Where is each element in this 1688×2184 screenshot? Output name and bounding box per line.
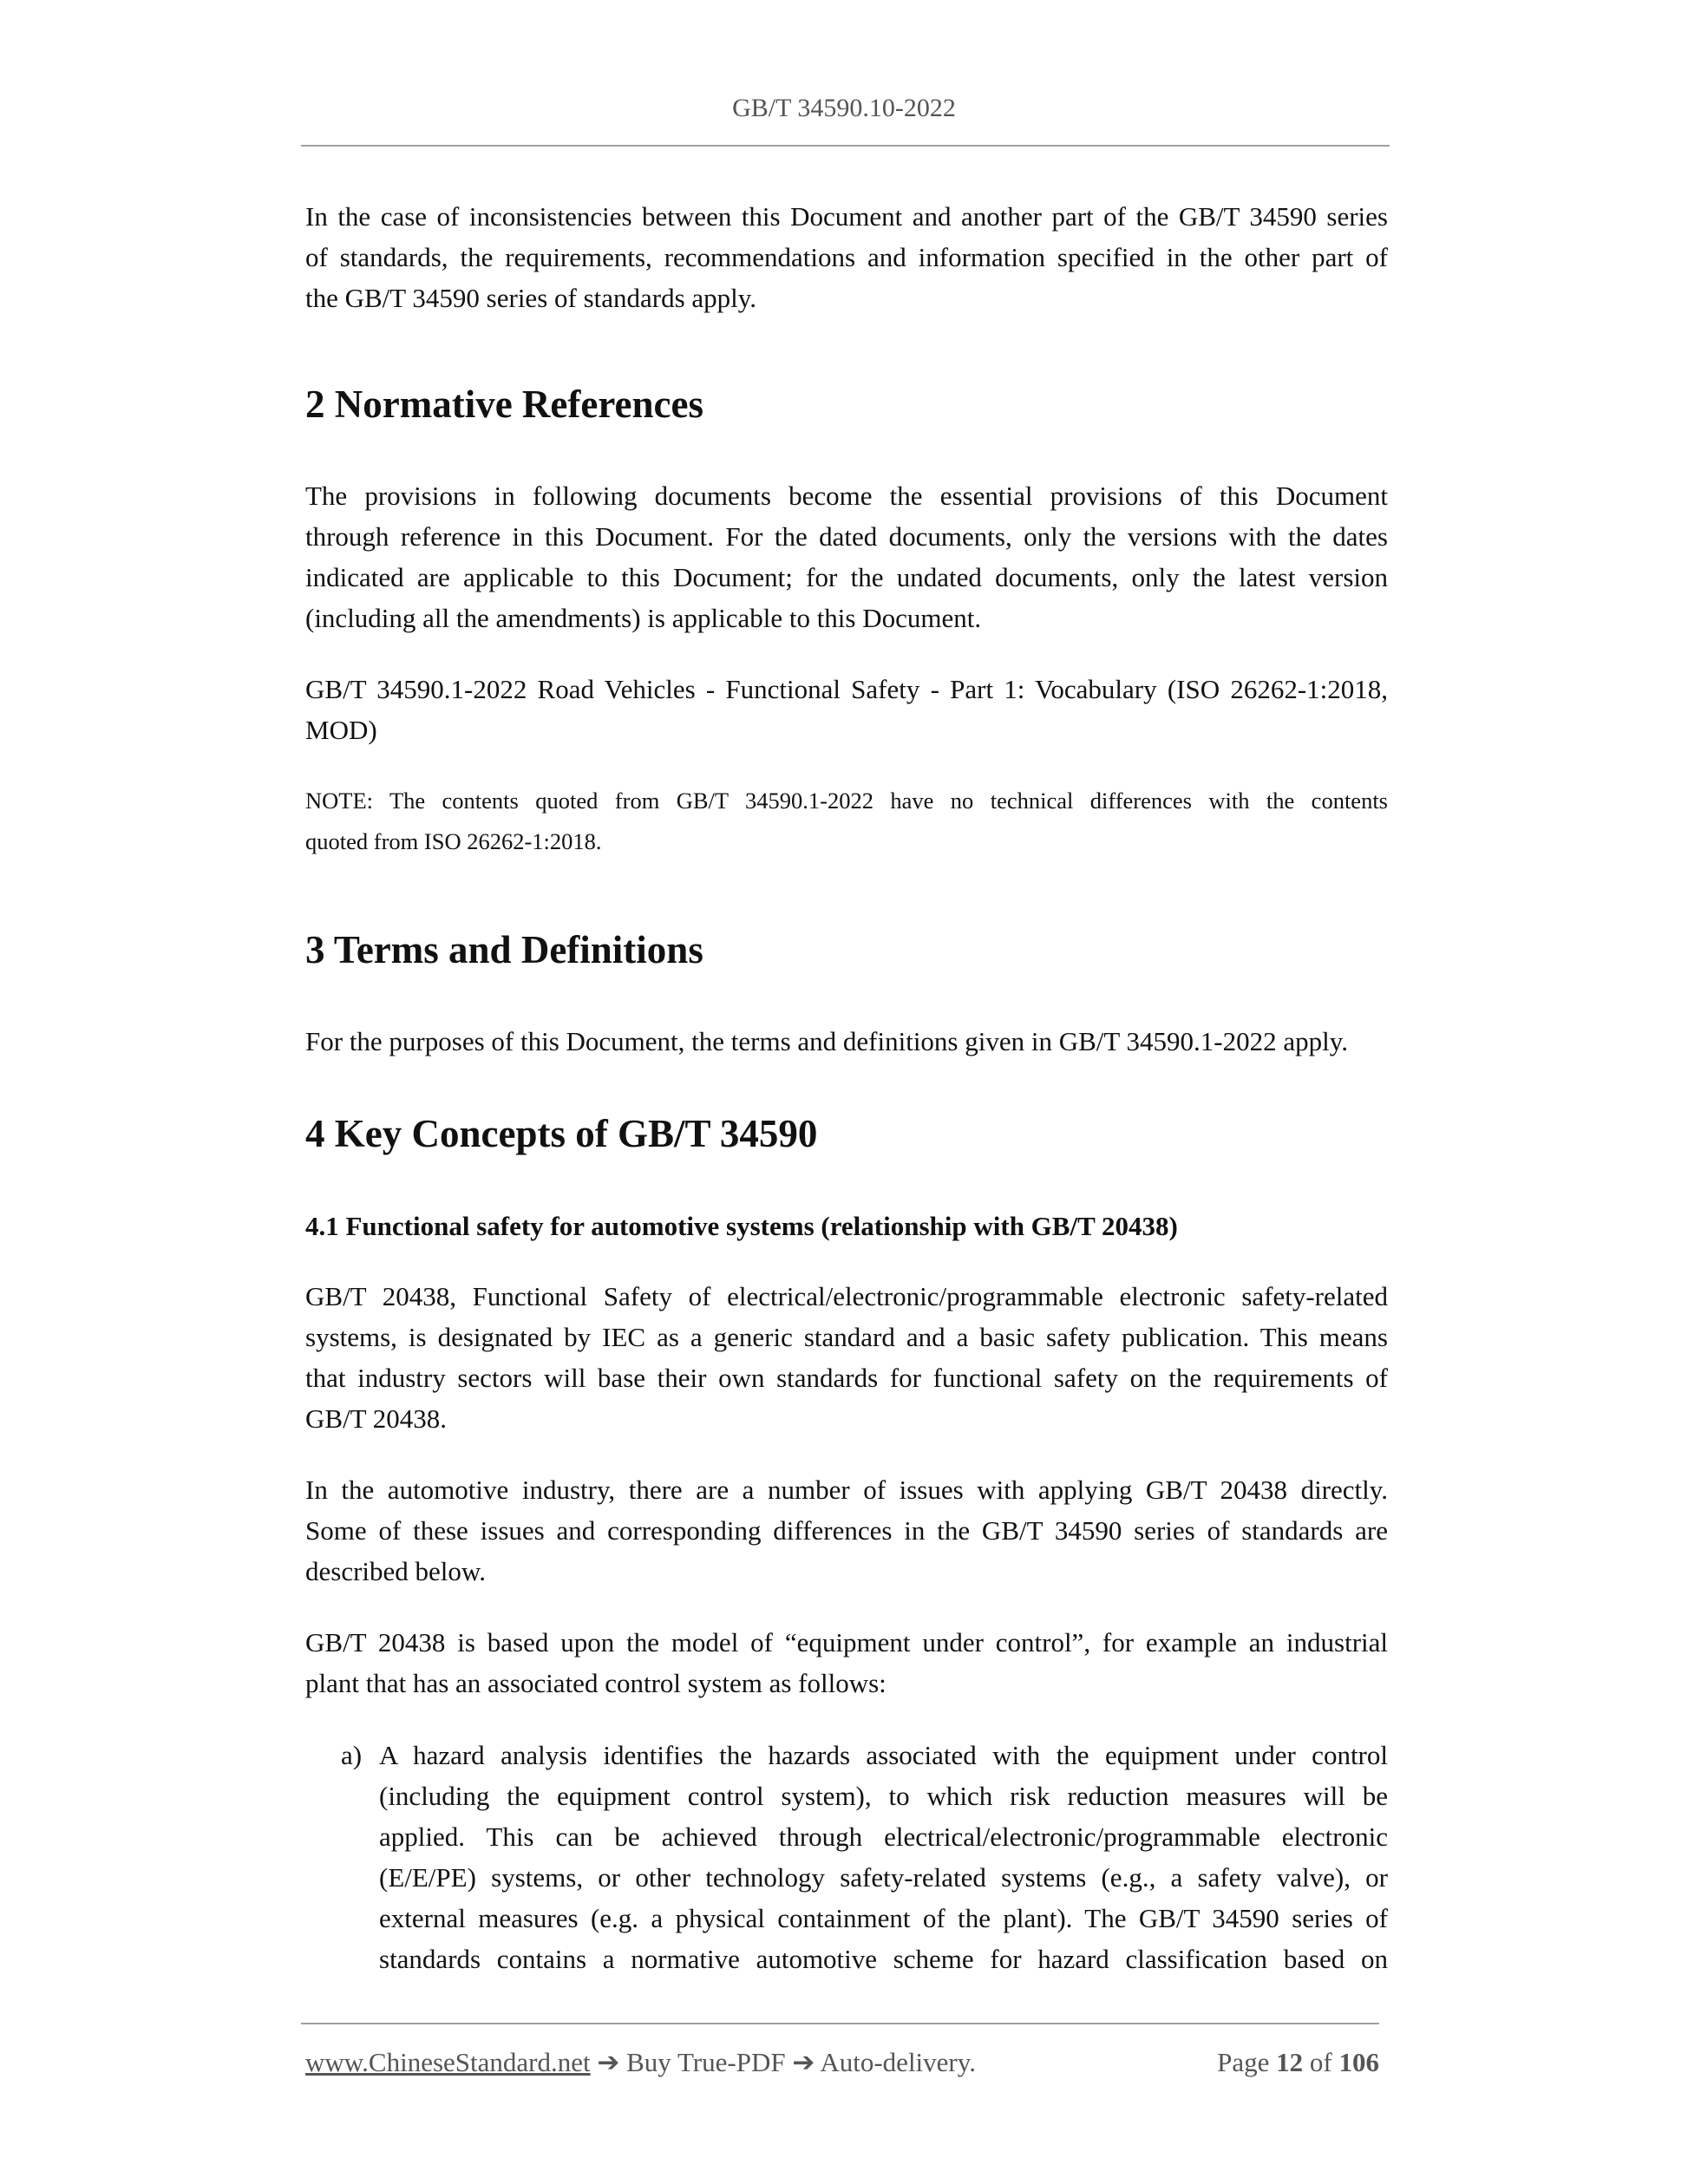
running-header: GB/T 34590.10-2022 (732, 94, 956, 122)
current-page: 12 (1276, 2047, 1304, 2077)
text-line: The provisions in following documents become the essential provisions of this Document (305, 481, 1388, 511)
text-line: through reference in this Document. For the dated documents, only the versions with the dates (305, 521, 1388, 552)
text-line: standards contains a normative automotive scheme for hazard classification based on (379, 1944, 1388, 1974)
list-label: a) (341, 1740, 363, 1770)
section-4-1-paragraph-1 (305, 1276, 1388, 1439)
text-line: A hazard analysis identifies the hazards associated with the equipment under control (379, 1740, 1388, 1770)
text-line: applied. This can be achieved through electrical/electronic/programmable electronic (379, 1821, 1388, 1852)
page-label: Page (1217, 2047, 1270, 2077)
text-line: of standards, the requirements, recommendations and information specified in the other part of (305, 242, 1388, 272)
list-item-text (379, 1735, 1388, 1979)
text-line: described below. (305, 1556, 487, 1586)
arrow-right-icon: ➔ (792, 2047, 815, 2077)
text-line: external measures (e.g. a physical containment of the plant). The GB/T 34590 series of (379, 1903, 1388, 1933)
text-line: (including all the amendments) is applicable to this Document. (305, 603, 982, 633)
section-2-paragraph (305, 475, 1388, 638)
text-line: MOD) (305, 715, 377, 745)
list-item-a (341, 1735, 1388, 1979)
of-label: of (1309, 2047, 1332, 2077)
section-4-1-paragraph-3 (305, 1622, 1388, 1703)
text-line: For the purposes of this Document, the terms and definitions given in GB/T 34590.1-2022 apply. (305, 1026, 1348, 1056)
text-line: plant that has an associated control system as follows: (305, 1668, 887, 1698)
text-line: GB/T 34590.1-2022 Road Vehicles - Functional Safety - Part 1: Vocabulary (ISO 26262-1:2018, (305, 674, 1388, 704)
note-paragraph (305, 781, 1388, 862)
delivery-text: Auto-delivery. (820, 2047, 976, 2077)
buy-text: Buy True-PDF (626, 2047, 786, 2077)
normative-reference (305, 669, 1388, 750)
text-line: In the automotive industry, there are a number of issues with applying GB/T 20438 directly. (305, 1475, 1388, 1505)
subsection-4-1-heading: 4.1 Functional safety for automotive systems (relationship with GB/T 20438) (305, 1211, 1178, 1241)
text-line: (including the equipment control system), to which risk reduction measures will be (379, 1781, 1388, 1811)
section-2-heading: 2 Normative References (305, 383, 703, 426)
website-link[interactable]: www.ChineseStandard.net (305, 2047, 591, 2077)
header-divider (301, 145, 1390, 147)
text-line: NOTE: The contents quoted from GB/T 34590.1-2022 have no technical differences with the contents (305, 788, 1388, 814)
total-pages: 106 (1338, 2047, 1379, 2077)
footer-left (305, 2045, 976, 2080)
arrow-right-icon: ➔ (597, 2047, 620, 2077)
text-line: that industry sectors will base their own standards for functional safety on the requirements of (305, 1363, 1388, 1393)
text-line: quoted from ISO 26262-1:2018. (305, 828, 602, 854)
footer-divider (301, 2023, 1379, 2024)
text-line: (E/E/PE) systems, or other technology safety-related systems (e.g., a safety valve), or (379, 1862, 1388, 1893)
text-line: systems, is designated by IEC as a generic standard and a basic safety publication. This means (305, 1322, 1388, 1352)
text-line: the GB/T 34590 series of standards apply. (305, 283, 757, 313)
section-3-paragraph (305, 1021, 1388, 1062)
text-line: indicated are applicable to this Document; for the undated documents, only the latest version (305, 562, 1388, 592)
text-line: In the case of inconsistencies between this Document and another part of the GB/T 34590 series (305, 201, 1388, 232)
section-3-heading: 3 Terms and Definitions (305, 928, 703, 971)
text-line: GB/T 20438, Functional Safety of electrical/electronic/programmable electronic safety-related (305, 1281, 1388, 1311)
intro-paragraph (305, 196, 1388, 318)
section-4-1-paragraph-2 (305, 1469, 1388, 1592)
text-line: GB/T 20438 is based upon the model of “equipment under control”, for example an industrial (305, 1627, 1388, 1658)
text-line: GB/T 20438. (305, 1403, 448, 1434)
section-4-heading: 4 Key Concepts of GB/T 34590 (305, 1112, 818, 1155)
text-line: Some of these issues and corresponding differences in the GB/T 34590 series of standards are (305, 1515, 1388, 1546)
page-number (1217, 2045, 1379, 2080)
